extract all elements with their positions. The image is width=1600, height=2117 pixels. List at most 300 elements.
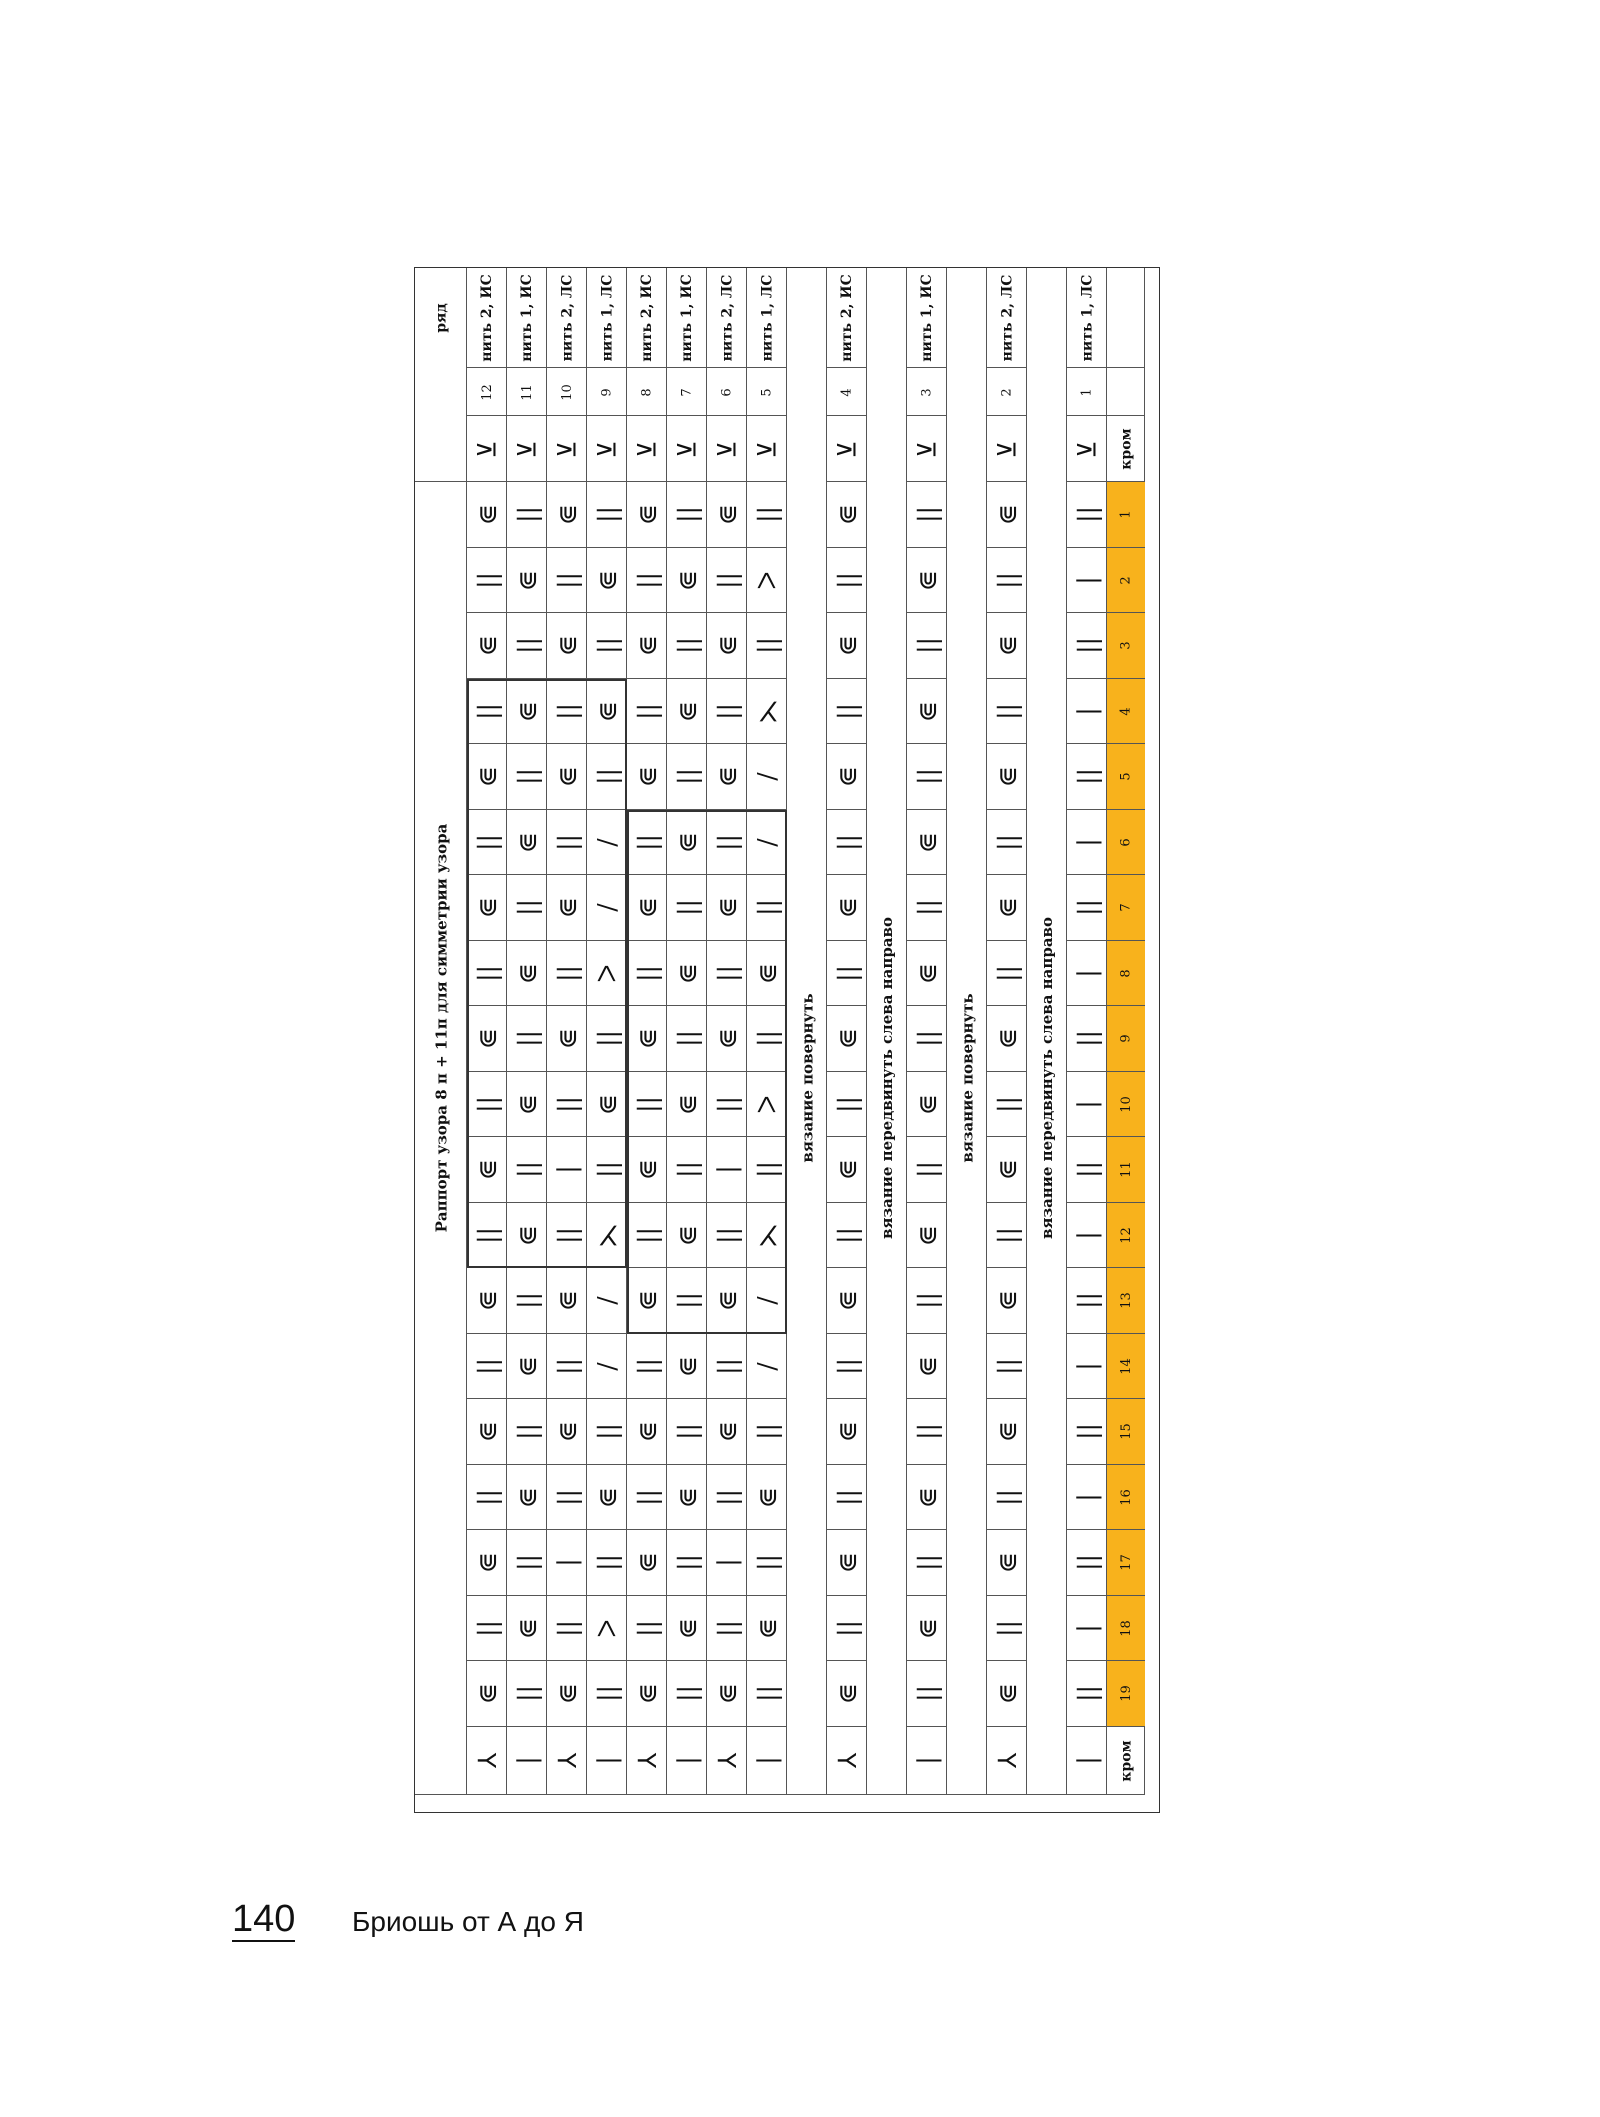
stitch-symbol: || xyxy=(552,833,582,851)
stitch-symbol: ⋐ xyxy=(912,962,942,984)
stitch-symbol: || xyxy=(992,1226,1022,1244)
stitch-symbol: | xyxy=(672,1756,702,1765)
row-yarn-label: нить 2, ИС xyxy=(838,274,855,362)
column-number: 18 xyxy=(1118,1619,1134,1637)
stitch-symbol: || xyxy=(592,1423,622,1441)
stitch-symbol: || xyxy=(672,1161,702,1179)
stitch-symbol: || xyxy=(672,1554,702,1572)
stitch-symbol: || xyxy=(552,1488,582,1506)
stitch-symbol: ⋐ xyxy=(552,766,582,788)
stitch-symbol: || xyxy=(912,1292,942,1310)
column-number: 9 xyxy=(1118,1034,1134,1043)
stitch-symbol: ⊻ xyxy=(552,439,582,459)
stitch-symbol: ⋐ xyxy=(712,635,742,657)
stitch-symbol: || xyxy=(712,1095,742,1113)
stitch-symbol: ⋐ xyxy=(632,635,662,657)
stitch-symbol: | xyxy=(1072,1756,1102,1765)
stitch-symbol: | xyxy=(1072,1231,1102,1240)
stitch-symbol: || xyxy=(752,506,782,524)
stitch-symbol: ᐳ xyxy=(592,964,622,983)
stitch-symbol: | xyxy=(512,1756,542,1765)
row-number: 9 xyxy=(599,387,615,397)
column-number: 2 xyxy=(1118,576,1134,585)
stitch-symbol: ⋐ xyxy=(632,504,662,526)
stitch-symbol: ⋐ xyxy=(552,1028,582,1050)
stitch-symbol: ⋐ xyxy=(832,1028,862,1050)
stitch-symbol: ⋐ xyxy=(512,700,542,722)
knitting-chart xyxy=(414,267,1160,1813)
stitch-symbol: ⋐ xyxy=(632,1552,662,1574)
row-number: 10 xyxy=(559,383,575,401)
stitch-symbol: || xyxy=(552,964,582,982)
row-yarn-label: нить 2, ЛС xyxy=(998,274,1015,362)
row-yarn-label: нить 1, ЛС xyxy=(1078,274,1095,362)
column-number: 7 xyxy=(1118,903,1134,912)
stitch-symbol: ⋐ xyxy=(552,635,582,657)
stitch-symbol: ⋐ xyxy=(832,1159,862,1181)
column-number: 11 xyxy=(1118,1161,1134,1179)
stitch-symbol: || xyxy=(912,1030,942,1048)
pattern-repeat-title: Раппорт узора 8 п + 11п для симметрии узора xyxy=(431,823,450,1233)
stitch-symbol: / xyxy=(752,838,782,847)
stitch-symbol: || xyxy=(512,506,542,524)
column-number: 8 xyxy=(1118,969,1134,978)
stitch-symbol: ⋐ xyxy=(912,831,942,853)
stitch-symbol: ⋐ xyxy=(512,831,542,853)
stitch-symbol: || xyxy=(752,637,782,655)
stitch-symbol: || xyxy=(912,1423,942,1441)
stitch-symbol: ⋐ xyxy=(992,1290,1022,1312)
stitch-symbol: || xyxy=(712,1226,742,1244)
stitch-symbol: ᐳ xyxy=(592,1619,622,1638)
stitch-symbol: ⋐ xyxy=(592,1093,622,1115)
stitch-symbol: || xyxy=(752,1423,782,1441)
row-number: 8 xyxy=(639,387,655,397)
header-corner xyxy=(415,268,467,482)
stitch-symbol: ⋐ xyxy=(592,1486,622,1508)
row-yarn-label: нить 1, ИС xyxy=(518,274,535,362)
stitch-symbol: ⋐ xyxy=(552,897,582,919)
stitch-symbol: || xyxy=(472,833,502,851)
stitch-symbol: ⋐ xyxy=(712,1290,742,1312)
column-number: 12 xyxy=(1118,1226,1134,1244)
stitch-symbol: ⋐ xyxy=(632,897,662,919)
stitch-symbol: ⋐ xyxy=(832,766,862,788)
stitch-symbol: || xyxy=(832,833,862,851)
stitch-symbol: ⋐ xyxy=(752,1617,782,1639)
stitch-symbol: ⅄ xyxy=(992,1752,1022,1769)
stitch-symbol: ⋋ xyxy=(752,698,782,724)
stitch-symbol: ⊻ xyxy=(752,439,782,459)
stitch-symbol: ⋐ xyxy=(992,635,1022,657)
stitch-symbol: ⋐ xyxy=(992,1028,1022,1050)
stitch-symbol: ⋐ xyxy=(672,1617,702,1639)
stitch-symbol: || xyxy=(472,1095,502,1113)
stitch-symbol: ⋐ xyxy=(832,504,862,526)
stitch-symbol: ⋐ xyxy=(832,1290,862,1312)
stitch-symbol: || xyxy=(992,1488,1022,1506)
stitch-symbol: ⋐ xyxy=(912,569,942,591)
stitch-symbol: | xyxy=(1072,1100,1102,1109)
stitch-symbol: || xyxy=(512,1554,542,1572)
blank-cell xyxy=(1107,368,1145,416)
stitch-symbol: || xyxy=(632,833,662,851)
row-number: 2 xyxy=(999,387,1015,397)
row-yarn-label: нить 1, ИС xyxy=(678,274,695,362)
stitch-symbol: | xyxy=(1072,838,1102,847)
stitch-symbol: / xyxy=(592,1296,622,1305)
stitch-symbol: ⋋ xyxy=(752,1222,782,1248)
stitch-symbol: || xyxy=(912,1161,942,1179)
stitch-symbol: || xyxy=(592,637,622,655)
stitch-symbol: ⋐ xyxy=(512,569,542,591)
stitch-symbol: || xyxy=(552,1226,582,1244)
stitch-symbol: || xyxy=(472,1488,502,1506)
stitch-symbol: | xyxy=(912,1756,942,1765)
stitch-symbol: ⋐ xyxy=(632,1159,662,1181)
stitch-symbol: || xyxy=(1072,1685,1102,1703)
stitch-symbol: ⋐ xyxy=(712,1421,742,1443)
stitch-symbol: || xyxy=(1072,768,1102,786)
stitch-symbol: || xyxy=(1072,1161,1102,1179)
stitch-symbol: ⊻ xyxy=(472,439,502,459)
stitch-symbol: ⋐ xyxy=(672,1224,702,1246)
stitch-symbol: || xyxy=(552,1095,582,1113)
row-yarn-label: нить 1, ЛС xyxy=(758,274,775,362)
stitch-symbol: || xyxy=(1072,637,1102,655)
stitch-symbol: ⋐ xyxy=(632,1683,662,1705)
stitch-symbol: / xyxy=(752,1362,782,1371)
stitch-symbol: || xyxy=(992,1619,1022,1637)
stitch-symbol: ⋐ xyxy=(912,1093,942,1115)
stitch-symbol: | xyxy=(1072,1624,1102,1633)
stitch-symbol: || xyxy=(912,1554,942,1572)
stitch-symbol: || xyxy=(592,1161,622,1179)
stitch-symbol: | xyxy=(712,1165,742,1174)
column-number: 6 xyxy=(1118,838,1134,847)
stitch-symbol: || xyxy=(672,1292,702,1310)
column-number: 10 xyxy=(1118,1095,1134,1113)
stitch-symbol: || xyxy=(552,571,582,589)
stitch-symbol: || xyxy=(912,899,942,917)
stitch-symbol: ⋐ xyxy=(472,1552,502,1574)
stitch-symbol: || xyxy=(752,1161,782,1179)
stitch-symbol: ⅄ xyxy=(832,1752,862,1769)
stitch-symbol: ⋐ xyxy=(512,1355,542,1377)
stitch-symbol: || xyxy=(512,768,542,786)
stitch-symbol: ⋐ xyxy=(552,1290,582,1312)
stitch-symbol: ⋐ xyxy=(712,1028,742,1050)
stitch-symbol: ⋐ xyxy=(992,1683,1022,1705)
stitch-symbol: ⋐ xyxy=(512,1486,542,1508)
stitch-symbol: ⋐ xyxy=(472,897,502,919)
stitch-symbol: ⊻ xyxy=(632,439,662,459)
stitch-symbol: / xyxy=(592,903,622,912)
stitch-symbol: | xyxy=(752,1756,782,1765)
stitch-symbol: || xyxy=(672,506,702,524)
stitch-symbol: || xyxy=(712,964,742,982)
stitch-symbol: ⊻ xyxy=(1072,439,1102,459)
row-yarn-label: нить 2, ИС xyxy=(478,274,495,362)
stitch-symbol: ⅄ xyxy=(632,1752,662,1769)
stitch-symbol: || xyxy=(712,833,742,851)
row-number: 11 xyxy=(519,383,535,401)
stitch-symbol: ⋐ xyxy=(672,962,702,984)
stitch-symbol: || xyxy=(712,1619,742,1637)
row-number: 6 xyxy=(719,387,735,397)
stitch-symbol: ⋐ xyxy=(592,700,622,722)
stitch-symbol: ⋐ xyxy=(512,1093,542,1115)
turn-instruction: вязание передвинуть слева направо xyxy=(877,917,896,1240)
row-yarn-label: нить 1, ЛС xyxy=(598,274,615,362)
stitch-symbol: ⊻ xyxy=(832,439,862,459)
stitch-symbol: ⋐ xyxy=(712,504,742,526)
stitch-symbol: | xyxy=(1072,1493,1102,1502)
stitch-symbol: | xyxy=(552,1558,582,1567)
stitch-symbol: ⋐ xyxy=(672,1355,702,1377)
column-number: 16 xyxy=(1118,1488,1134,1506)
stitch-symbol: || xyxy=(752,899,782,917)
column-number: 15 xyxy=(1118,1423,1134,1441)
stitch-symbol: ⋐ xyxy=(592,569,622,591)
row-number: 12 xyxy=(479,383,495,401)
stitch-symbol: ⅄ xyxy=(472,1752,502,1769)
stitch-symbol: ⋐ xyxy=(472,1159,502,1181)
stitch-symbol: || xyxy=(632,1488,662,1506)
stitch-symbol: / xyxy=(752,1296,782,1305)
stitch-symbol: ⋐ xyxy=(472,635,502,657)
stitch-symbol: || xyxy=(512,1685,542,1703)
stitch-symbol: ⋐ xyxy=(992,766,1022,788)
row-yarn-label: нить 2, ЛС xyxy=(718,274,735,362)
stitch-symbol: ⋐ xyxy=(632,766,662,788)
stitch-symbol: ⋐ xyxy=(672,569,702,591)
stitch-symbol: ⋐ xyxy=(472,504,502,526)
stitch-symbol: ⊻ xyxy=(912,439,942,459)
stitch-symbol: || xyxy=(992,833,1022,851)
stitch-symbol: || xyxy=(912,768,942,786)
stitch-symbol: || xyxy=(552,702,582,720)
stitch-symbol: || xyxy=(992,571,1022,589)
stitch-symbol: ⋐ xyxy=(552,1683,582,1705)
stitch-symbol: ⋐ xyxy=(472,1290,502,1312)
stitch-symbol: || xyxy=(552,1357,582,1375)
stitch-symbol: || xyxy=(712,702,742,720)
turn-instruction: вязание повернуть xyxy=(798,993,817,1163)
column-number: 5 xyxy=(1118,772,1134,781)
edge-label: кром xyxy=(1118,1739,1135,1782)
stitch-symbol: || xyxy=(832,1619,862,1637)
stitch-symbol: || xyxy=(1072,1030,1102,1048)
stitch-symbol: || xyxy=(632,1619,662,1637)
turn-instruction: вязание повернуть xyxy=(958,993,977,1163)
stitch-symbol: | xyxy=(1072,969,1102,978)
stitch-symbol: || xyxy=(1072,1292,1102,1310)
stitch-symbol: ⋐ xyxy=(912,1486,942,1508)
stitch-symbol: ⊻ xyxy=(592,439,622,459)
stitch-symbol: ⋐ xyxy=(672,1093,702,1115)
stitch-symbol: ⋐ xyxy=(472,1421,502,1443)
stitch-symbol: || xyxy=(832,702,862,720)
stitch-symbol: || xyxy=(672,899,702,917)
stitch-symbol: || xyxy=(1072,1423,1102,1441)
row-header-label: ряд xyxy=(433,303,450,333)
row-number: 3 xyxy=(919,387,935,397)
stitch-symbol: / xyxy=(592,1362,622,1371)
row-number: 7 xyxy=(679,387,695,397)
stitch-symbol: || xyxy=(992,964,1022,982)
turn-instruction: вязание передвинуть слева направо xyxy=(1037,917,1056,1240)
stitch-symbol: || xyxy=(632,1095,662,1113)
stitch-symbol: || xyxy=(832,571,862,589)
stitch-symbol: || xyxy=(832,1095,862,1113)
stitch-symbol: || xyxy=(512,1423,542,1441)
stitch-symbol: || xyxy=(552,1619,582,1637)
stitch-symbol: ⋐ xyxy=(832,897,862,919)
stitch-symbol: || xyxy=(672,1030,702,1048)
row-yarn-label: нить 2, ИС xyxy=(638,274,655,362)
stitch-symbol: || xyxy=(512,1292,542,1310)
stitch-symbol: || xyxy=(472,1357,502,1375)
stitch-symbol: || xyxy=(832,1357,862,1375)
stitch-symbol: || xyxy=(752,1030,782,1048)
stitch-symbol: || xyxy=(712,571,742,589)
blank-cell xyxy=(1107,268,1145,368)
stitch-symbol: | xyxy=(1072,576,1102,585)
row-number: 1 xyxy=(1079,387,1095,397)
stitch-symbol: ⋐ xyxy=(512,962,542,984)
stitch-symbol: || xyxy=(472,1226,502,1244)
page-number: 140 xyxy=(232,1898,296,1940)
stitch-symbol: || xyxy=(512,899,542,917)
column-number: 17 xyxy=(1118,1554,1134,1572)
stitch-symbol: || xyxy=(752,1554,782,1572)
stitch-symbol: ⋐ xyxy=(512,1617,542,1639)
stitch-symbol: ⋐ xyxy=(552,504,582,526)
stitch-symbol: ⋐ xyxy=(472,766,502,788)
stitch-symbol: ⋐ xyxy=(992,1552,1022,1574)
stitch-symbol: || xyxy=(672,1685,702,1703)
stitch-symbol: ⊻ xyxy=(992,439,1022,459)
stitch-symbol: ⋐ xyxy=(472,1028,502,1050)
stitch-symbol: ⋐ xyxy=(472,1683,502,1705)
stitch-symbol: ⅄ xyxy=(712,1752,742,1769)
stitch-symbol: ⋐ xyxy=(912,1617,942,1639)
stitch-symbol: || xyxy=(592,1685,622,1703)
stitch-symbol: || xyxy=(1072,899,1102,917)
stitch-symbol: ⋐ xyxy=(832,1421,862,1443)
stitch-symbol: || xyxy=(992,702,1022,720)
stitch-symbol: || xyxy=(632,1226,662,1244)
stitch-symbol: || xyxy=(912,1685,942,1703)
stitch-symbol: || xyxy=(672,1423,702,1441)
stitch-symbol: ⋐ xyxy=(552,1421,582,1443)
column-number: 3 xyxy=(1118,641,1134,650)
stitch-symbol: || xyxy=(632,1357,662,1375)
stitch-symbol: || xyxy=(752,1685,782,1703)
stitch-symbol: || xyxy=(992,1095,1022,1113)
stitch-symbol: || xyxy=(832,1488,862,1506)
stitch-symbol: || xyxy=(512,637,542,655)
stitch-symbol: || xyxy=(712,1488,742,1506)
stitch-symbol: ⋐ xyxy=(992,504,1022,526)
stitch-symbol: ⋐ xyxy=(712,897,742,919)
book-title: Бриошь от А до Я xyxy=(352,1906,584,1937)
stitch-symbol: || xyxy=(992,1357,1022,1375)
row-number: 5 xyxy=(759,387,775,397)
stitch-symbol: ⋐ xyxy=(912,1224,942,1246)
stitch-symbol: || xyxy=(672,637,702,655)
stitch-symbol: || xyxy=(1072,506,1102,524)
stitch-symbol: || xyxy=(512,1161,542,1179)
stitch-symbol: || xyxy=(472,1619,502,1637)
stitch-symbol: ⋋ xyxy=(592,1222,622,1248)
stitch-symbol: || xyxy=(472,964,502,982)
stitch-symbol: | xyxy=(1072,1362,1102,1371)
stitch-symbol: ᐳ xyxy=(752,571,782,590)
stitch-symbol: ⊻ xyxy=(512,439,542,459)
stitch-symbol: ⋐ xyxy=(632,1421,662,1443)
column-number: 1 xyxy=(1118,510,1134,519)
stitch-symbol: ᐳ xyxy=(752,1095,782,1114)
row-number: 4 xyxy=(839,387,855,397)
stitch-symbol: ⋐ xyxy=(832,1552,862,1574)
column-number: 19 xyxy=(1118,1685,1134,1703)
stitch-symbol: ⊻ xyxy=(672,439,702,459)
stitch-symbol: ⋐ xyxy=(672,700,702,722)
stitch-symbol: ⋐ xyxy=(672,1486,702,1508)
edge-label: кром xyxy=(1118,428,1135,470)
stitch-symbol: | xyxy=(712,1558,742,1567)
column-number: 13 xyxy=(1118,1292,1134,1310)
row-yarn-label: нить 1, ИС xyxy=(918,274,935,362)
row-yarn-label: нить 2, ЛС xyxy=(558,274,575,362)
stitch-symbol: || xyxy=(912,637,942,655)
stitch-symbol: ⋐ xyxy=(672,831,702,853)
stitch-symbol: || xyxy=(592,1554,622,1572)
column-number: 14 xyxy=(1118,1357,1134,1375)
stitch-symbol: ⋐ xyxy=(992,897,1022,919)
stitch-symbol: ⊻ xyxy=(712,439,742,459)
stitch-symbol: || xyxy=(1072,1554,1102,1572)
stitch-symbol: || xyxy=(912,506,942,524)
stitch-symbol: ⋐ xyxy=(632,1290,662,1312)
stitch-symbol: | xyxy=(1072,707,1102,716)
stitch-symbol: ⋐ xyxy=(632,1028,662,1050)
stitch-symbol: || xyxy=(832,1226,862,1244)
stitch-symbol: | xyxy=(552,1165,582,1174)
stitch-symbol: || xyxy=(712,1357,742,1375)
stitch-symbol: ⋐ xyxy=(712,1683,742,1705)
stitch-symbol: || xyxy=(592,506,622,524)
stitch-symbol: || xyxy=(472,702,502,720)
stitch-symbol: ⋐ xyxy=(752,1486,782,1508)
stitch-symbol: ⋐ xyxy=(832,1683,862,1705)
stitch-symbol: ⋐ xyxy=(512,1224,542,1246)
stitch-symbol: || xyxy=(592,1030,622,1048)
stitch-symbol: ⋐ xyxy=(992,1421,1022,1443)
stitch-symbol: || xyxy=(672,768,702,786)
stitch-symbol: / xyxy=(752,772,782,781)
stitch-symbol: ⋐ xyxy=(712,766,742,788)
stitch-symbol: || xyxy=(592,768,622,786)
stitch-symbol: ⋐ xyxy=(832,635,862,657)
stitch-symbol: | xyxy=(592,1756,622,1765)
stitch-symbol: || xyxy=(632,702,662,720)
column-number: 4 xyxy=(1118,707,1134,716)
stitch-symbol: ⋐ xyxy=(912,700,942,722)
stitch-symbol: || xyxy=(632,964,662,982)
